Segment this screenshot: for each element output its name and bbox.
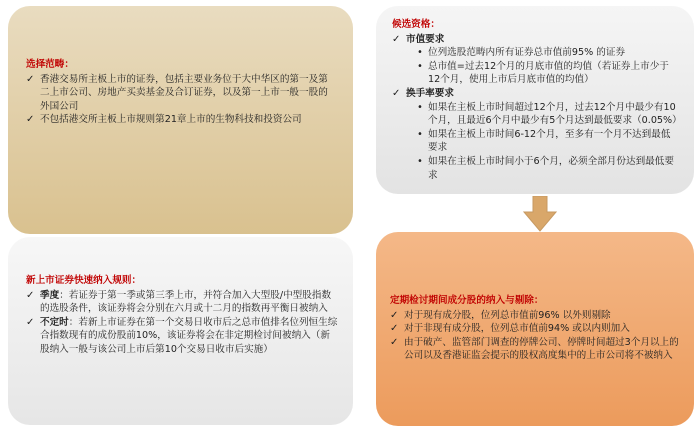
section-heading: ✓ 市值要求: [392, 33, 445, 45]
bullet-icon: •: [417, 155, 423, 167]
list-item: ✓ 不定时：若新上市证券在第一个交易日收市后之总市值排名位列恒生综合指数现有的成份股前10%，该证券将会在非定期检讨间被纳入（新股纳入一般与该公司上市后第10个交易日收市后实施）: [26, 316, 338, 355]
list-item: ✓ 对于现有成分股，位列总市值前96% 以外则剔除: [390, 309, 611, 321]
checkmark-icon: ✓: [390, 309, 399, 321]
checkmark-icon: ✓: [26, 114, 35, 126]
new-listing-fast-entry-box: [8, 237, 353, 425]
periodic-review-box: [376, 232, 694, 426]
section-heading: ✓ 换手率要求: [392, 87, 454, 99]
checkmark-icon: ✓: [26, 316, 35, 328]
bullet-icon: •: [417, 47, 423, 59]
checkmark-icon: ✓: [26, 289, 35, 301]
list-item: • 如果在主板上市时间超过12个月，过去12个月中最少有10个月，且最近6个月中最少有5个月达到最低要求（0.05%）: [392, 101, 680, 128]
list-item: ✓ 不包括港交所主板上市规则第21章上市的生物科技和投资公司: [26, 114, 302, 126]
list-item: • 如果在主板上市时间小于6个月，必须全部月份达到最低要求: [392, 155, 680, 182]
checkmark-icon: ✓: [390, 336, 399, 348]
list-item: ✓ 对于非现有成分股，位列总市值前94% 或以内则加入: [390, 323, 630, 335]
list-item: • 位列选股范畴内所有证券总市值前95% 的证券: [392, 46, 680, 60]
candidate-eligibility-box: [376, 6, 694, 194]
bullet-icon: •: [417, 128, 423, 140]
bullet-icon: •: [417, 60, 423, 72]
new-listing-title: 新上市证券快速纳入规则：: [26, 275, 142, 286]
down-arrow-icon: [523, 196, 557, 232]
checkmark-icon: ✓: [390, 323, 399, 335]
list-item: ✓ 香港交易所主板上市的证券，包括主要业务位于大中华区的第一及第二上市公司、房地产买卖基金及合订证券，以及第一上市一般一股的外国公司: [26, 73, 328, 112]
candidate-eligibility-title: 候选资格：: [392, 19, 440, 30]
checkmark-icon: ✓: [392, 33, 401, 45]
selection-scope-box: [8, 6, 353, 234]
list-item: • 总市值=过去12个月的月底市值的均值（若证券上市少于12个月，使用上市后月底市值的均值）: [392, 60, 680, 87]
checkmark-icon: ✓: [392, 87, 401, 99]
checkmark-icon: ✓: [26, 73, 35, 85]
list-item: ✓ 由于破产、监管部门调查的停牌公司、停牌时间超过3个月以上的公司以及香港证监会提示的股权高度集中的上市公司将不被纳入: [390, 336, 679, 362]
list-item: • 如果在主板上市时间6-12个月，至多有一个月不达到最低要求: [392, 128, 680, 155]
selection-scope-title: 选择范畴：: [26, 59, 74, 70]
list-item: ✓ 季度：若证券于第一季或第三季上市，并符合加入大型股/中型股指数的选股条件，该证券将会分别在六月或十二月的指数再平衡日被纳入: [26, 289, 332, 315]
bullet-icon: •: [417, 101, 423, 113]
periodic-review-title: 定期检讨期间成分股的纳入与剔除：: [390, 295, 544, 306]
